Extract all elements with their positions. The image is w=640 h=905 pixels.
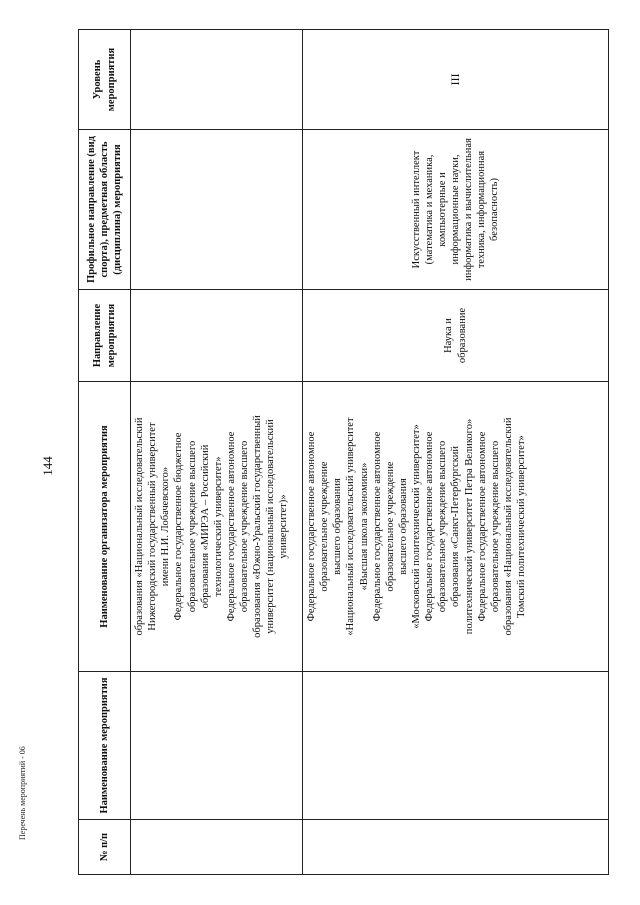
organizer-line: высшего образования: [332, 478, 344, 575]
footer-text: Перечень мероприятий - 06: [18, 746, 27, 840]
cell-level: III: [303, 30, 609, 130]
organizer-line: образовательное учреждение высшего: [186, 440, 198, 613]
organizer-line: «Московский политехнический университет»: [411, 424, 422, 629]
table-row: [303, 30, 609, 875]
cell-direction: Наука и образование: [303, 290, 609, 382]
organizer-line: образования «Санкт-Петербургский: [450, 445, 462, 608]
cell-organizer: [131, 382, 303, 672]
organizer-line: образования «МИРЭА – Российский: [199, 444, 211, 609]
organizer-line: образования «Национальный исследовательский: [502, 417, 514, 636]
organizer-line: высшего образования: [397, 478, 409, 575]
cell-organizer: [303, 382, 609, 672]
organizer-line: образования «Южно-Уральский государственный: [252, 415, 264, 638]
cell-level: [131, 30, 303, 130]
organizer-line: образовательное учреждение высшего: [437, 440, 449, 613]
header-level: Уровень мероприятия: [79, 30, 131, 130]
header-number: № п/п: [79, 820, 131, 875]
header-event-name: Наименование мероприятия: [79, 672, 131, 820]
organizer-line: Федеральное государственное автономное: [306, 431, 317, 622]
page-number: 144: [39, 456, 55, 476]
cell-direction: [131, 290, 303, 382]
cell-profile: [131, 130, 303, 290]
organizer-line: Нижегородский государственный университет: [147, 422, 159, 631]
organizer-line: «Высшая школа экономики»: [358, 462, 370, 591]
organizer-line: Федеральное государственное автономное: [424, 431, 436, 622]
cell-event-name: [131, 672, 303, 820]
organizer-line: политехнический университет Петра Великого»: [463, 418, 475, 635]
header-direction: Направление мероприятия: [79, 290, 131, 382]
organizer-line: Федеральное государственное автономное: [476, 431, 488, 622]
cell-event-name: [303, 672, 609, 820]
organizer-line: имени Н.И. Лобачевского»: [160, 466, 172, 587]
events-table-container: [78, 30, 608, 875]
organizer-line: образовательное учреждение высшего: [489, 440, 501, 613]
header-organizer: Наименование организатора мероприятия: [79, 382, 131, 672]
organizer-line: Федеральное государственное автономное: [225, 431, 237, 622]
organizer-line: Федеральное государственное автономное: [371, 431, 383, 622]
events-table: [78, 29, 609, 875]
cell-number: [131, 820, 303, 875]
organizer-line: университет)»: [278, 494, 290, 559]
organizer-line: образовательное учреждение: [384, 461, 396, 592]
cell-profile: Искусственный интеллект (математика и механика, компьютерные и информационные науки, информатика и вычислительная техника, информационная безопасность): [303, 130, 609, 290]
organizer-line: Федеральное государственное бюджетное: [173, 432, 185, 621]
organizer-line: технологический университет»: [212, 456, 224, 597]
table-row: [131, 30, 303, 875]
organizer-line: образования «Национальный исследовательский: [134, 417, 145, 636]
organizer-line: Томский политехнический университет»: [516, 435, 527, 618]
organizer-line: образовательное учреждение: [319, 461, 331, 592]
header-profile: Профильное направление (вид спорта), предметная область (дисциплина) мероприятия: [79, 130, 131, 290]
organizer-line: образовательное учреждение высшего: [239, 440, 250, 613]
organizer-line: «Национальный исследовательский университет: [345, 417, 357, 636]
cell-number: [303, 820, 609, 875]
table-header-row: [79, 30, 131, 875]
organizer-line: университет (национальный исследовательский: [265, 419, 277, 634]
